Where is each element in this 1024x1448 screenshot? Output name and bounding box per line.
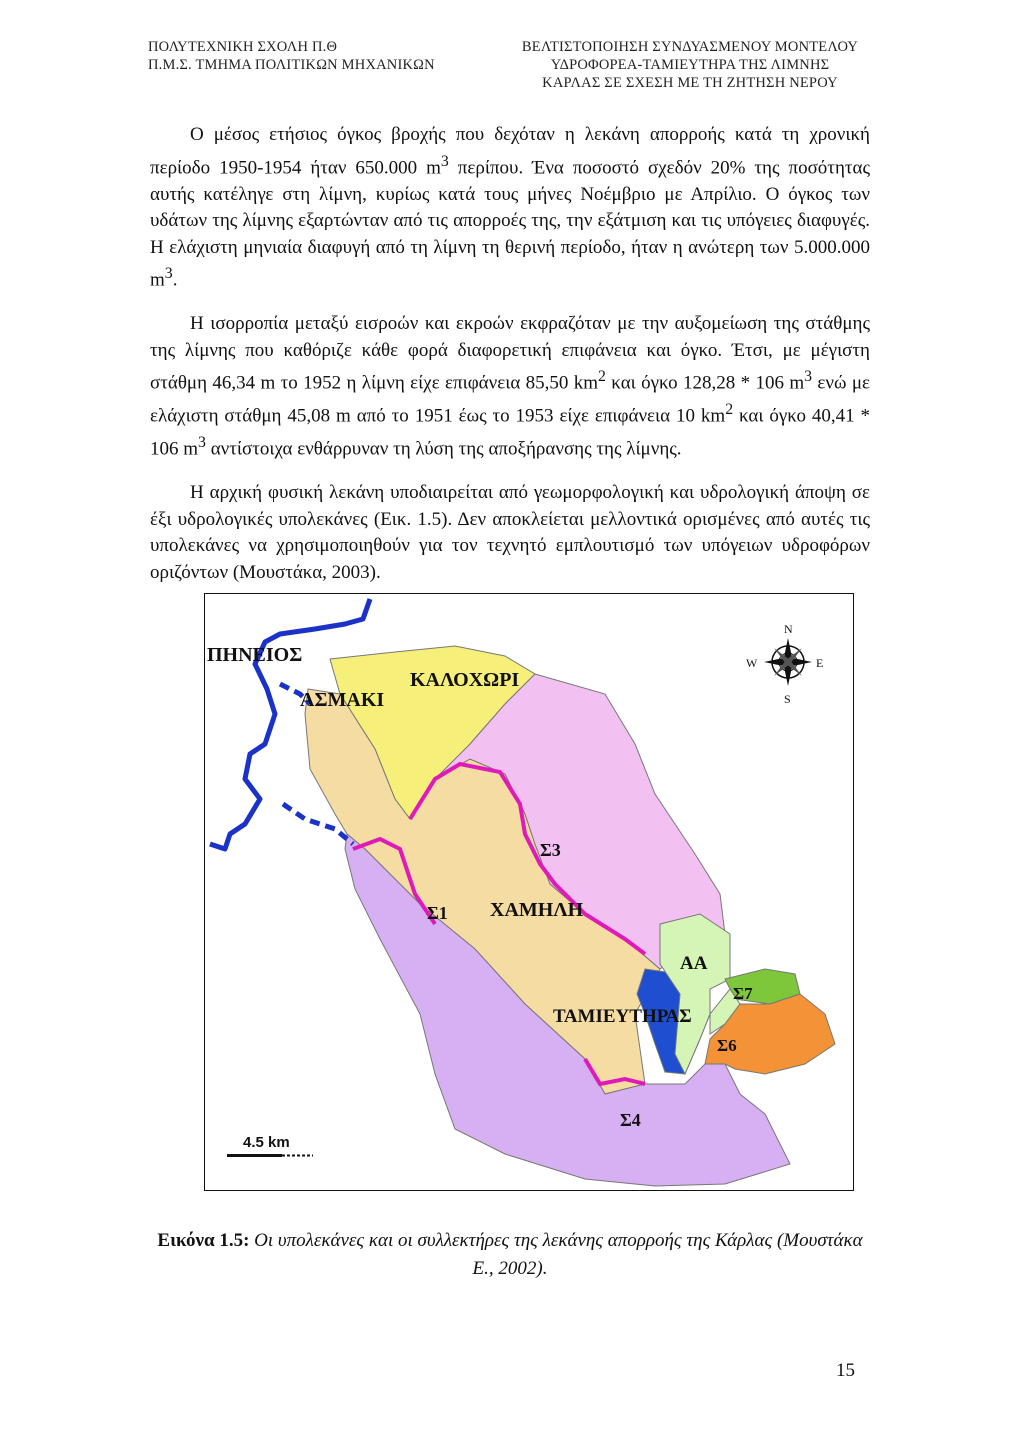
label-s1: Σ1 — [427, 903, 448, 923]
p1-part-c: . — [172, 269, 178, 291]
label-s6: Σ6 — [717, 1036, 737, 1055]
p2-sup-2: 3 — [804, 368, 813, 386]
p1-part-a: Ο μέσος ετήσιος όγκος βροχής που δεχόταν η λεκάνη απορροής κατά τη χρονική περίοδο 1950-1954 ήταν 650.000 m — [150, 124, 870, 178]
subbasin-map-figure — [204, 593, 854, 1191]
paragraph-2 — [150, 311, 870, 463]
compass-rose-icon — [746, 622, 823, 706]
compass-n: N — [784, 622, 793, 636]
paragraph-3: Η αρχική φυσική λεκάνη υποδιαιρείται από γεωμορφολογική και υδρολογική άποψη σε έξι υδρολογικές υπολεκάνες (Εικ. 1.5). Δεν αποκλείεται μελλοντικά ορισμένες από αυτές τις υπολεκάνες να χρησιμοποιηθούν για τον τεχνητό εμπλουτισμό των υπόγειων υδροφόρων οριζόντων (Μουστάκα, 2003). — [150, 482, 870, 583]
p2-part-d: και όγκο 40,41 * 106 m — [150, 405, 870, 460]
p2-part-b: και όγκο 128,28 * 106 m — [605, 372, 805, 394]
compass-w: W — [746, 656, 758, 670]
label-s3: Σ3 — [540, 840, 561, 860]
scale-label: 4.5 km — [243, 1134, 290, 1151]
p2-sup-1: 2 — [598, 368, 606, 386]
compass-e: E — [816, 656, 824, 670]
p2-part-c: ενώ με ελάχιστη στάθμη 45,08 m από το 1951 έως το 1953 είχε επιφάνεια 10 km — [150, 372, 870, 427]
header-right — [500, 38, 880, 92]
p1-sup-2: 3 — [164, 265, 173, 283]
p1-part-b: περίπου. Ένα ποσοστό σχεδόν 20% της ποσότητας αυτής κατέληγε στη λίμνη, κυρίως κατά τους μήνες Νοέμβριο με Απρίλιο. Ο όγκος των υδάτων της λίμνης εξαρτώνταν από τις απορροές της, την εξάτμιση και τις υπόγειες διαφυγές. Η ελάχιστη μηνιαία διαφυγή από τη λίμνη τη θερινή περίοδο, ήταν η ανώτερη των 5.000.000 m — [150, 156, 870, 291]
label-asmaki: ΑΣΜΑΚΙ — [300, 689, 385, 711]
scale-bar — [227, 1134, 313, 1157]
subbasin-map — [205, 594, 852, 1189]
p2-part-a: Η ισορροπία μεταξύ εισροών και εκροών εκφραζόταν με την αυξομείωση της στάθμης της λίμνης που καθόριζε κάθε φορά διαφορετική επιφάνεια και όγκο. Έτσι, με μέγιστη στάθμη 46,34 m το 1952 η λίμνη είχε επιφάνεια 85,50 km — [150, 313, 870, 394]
p2-sup-4: 3 — [198, 434, 206, 452]
label-kalochori: ΚΑΛΟΧΩΡΙ — [410, 669, 520, 691]
body-text — [150, 122, 870, 604]
label-s4: Σ4 — [620, 1110, 641, 1130]
label-pineios: ΠΗΝΕΙΟΣ — [207, 644, 303, 666]
p2-sup-3: 2 — [725, 401, 734, 419]
label-tamieftiras: ΤΑΜΙΕΥΤΗΡΑΣ — [553, 1006, 692, 1027]
p1-sup-1: 3 — [440, 152, 449, 170]
header-department: Π.Μ.Σ. ΤΜΗΜΑ ΠΟΛΙΤΙΚΩΝ ΜΗΧΑΝΙΚΩΝ — [148, 57, 435, 73]
page-number: 15 — [836, 1360, 855, 1381]
figure-caption — [150, 1227, 870, 1283]
caption-text: Οι υπολεκάνες και οι συλλεκτήρες της λεκάνης απορροής της Κάρλας (Μουστάκα Ε., 2002). — [249, 1230, 863, 1279]
caption-label: Εικόνα 1.5: — [157, 1230, 250, 1251]
label-aa: ΑΑ — [680, 953, 708, 974]
header-title-line1: ΒΕΛΤΙΣΤΟΠΟΙΗΣΗ ΣΥΝΔΥΑΣΜΕΝΟΥ ΜΟΝΤΕΛΟΥ — [521, 39, 859, 55]
header-title-line3: ΚΑΡΛΑΣ ΣΕ ΣΧΕΣΗ ΜΕ ΤΗ ΖΗΤΗΣΗ ΝΕΡΟΥ — [542, 75, 838, 91]
compass-s: S — [784, 692, 791, 706]
header-left — [148, 38, 435, 74]
scale-bar-solid — [227, 1154, 282, 1157]
label-s7: Σ7 — [733, 984, 753, 1003]
header-title-line2: ΥΔΡΟΦΟΡΕΑ-ΤΑΜΙΕΥΤΗΡΑ ΤΗΣ ΛΙΜΝΗΣ — [550, 57, 830, 73]
p2-part-e: αντίστοιχα ενθάρρυναν τη λύση της αποξήρανσης της λίμνης. — [205, 438, 682, 460]
label-chamili: ΧΑΜΗΛΗ — [490, 899, 584, 921]
paragraph-1 — [150, 122, 870, 294]
header-school: ΠΟΛΥΤΕΧΝΙΚΗ ΣΧΟΛΗ Π.Θ — [148, 39, 338, 55]
